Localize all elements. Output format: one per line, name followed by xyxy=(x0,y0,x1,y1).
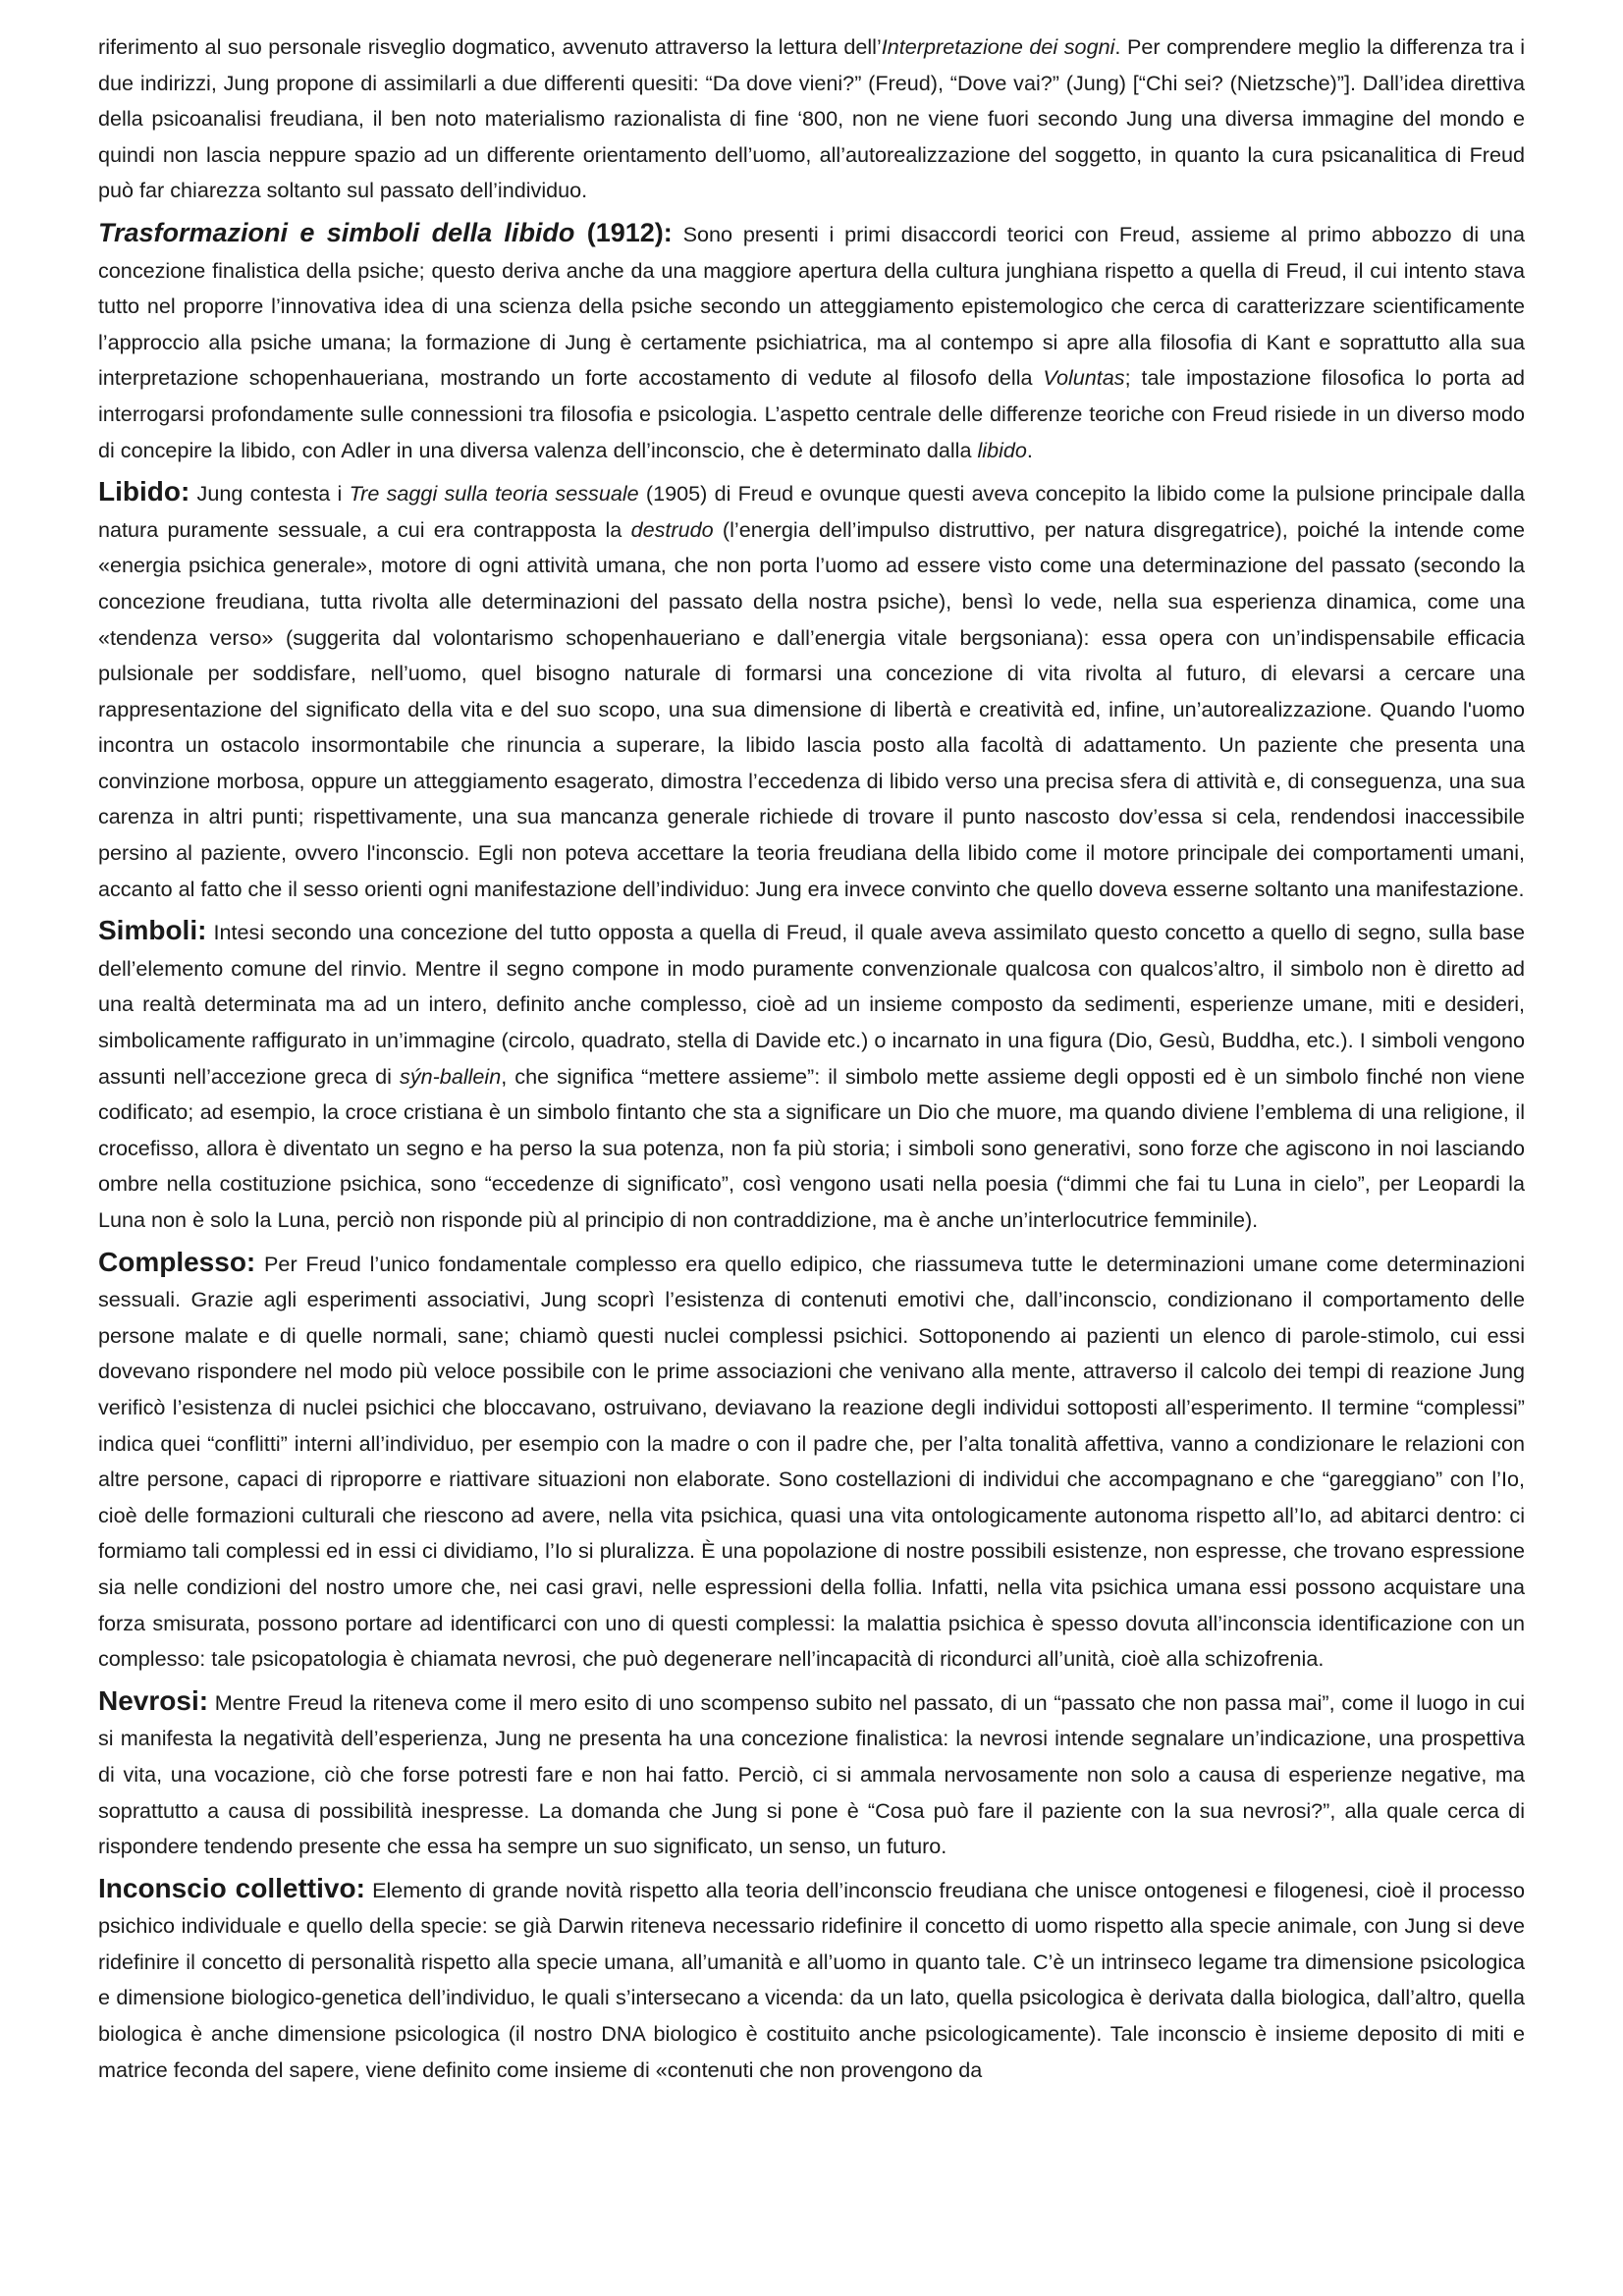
text-run: Intesi secondo una concezione del tutto opposta a quella di Freud, il quale aveva assimilato questo concetto a quello di segno, sulla base dell’elemento comune del rinvio. Mentre il segno compone in modo puramente convenzionale qualcosa con qualcos’altro, il simbolo non è diretto ad una realtà determinata ma ad un intero, definito anche complesso, cioè ad un insieme composto da sedimenti, esperienze umane, miti e desideri, simbolicamente raffigurato in un’immagine (circolo, quadrato, stella di Davide etc.) o incarnato in una figura (Dio, Gesù, Buddha, etc.). I simboli vengono assunti nell’accezione greca di xyxy=(98,920,1525,1089)
paragraph-simboli xyxy=(98,913,1525,1238)
section-heading: Trasformazioni e simboli della libido xyxy=(98,217,575,247)
italic-title: Tre saggi sulla teoria sessuale xyxy=(349,481,639,507)
text-run: (l’energia dell’impulso distruttivo, per natura disgregatrice), poiché la intende come «energia psichica generale», motore di ogni attività umana, che non porta l’uomo ad essere visto come una determinazione del passato (secondo la concezione freudiana, tutta rivolta alle determinazioni del passato della nostra psiche), bensì lo vede, nella sua esperienza dinamica, come una «tendenza verso» (suggerita dal volontarismo schopenhaueriano e dall’energia vitale bergsoniana): essa opera con un’indispensabile efficacia pulsionale per soddisfare, nell’uomo, quel bisogno naturale di formarsi una concezione di vita rivolta al futuro, di elevarsi a cercare una rappresentazione del significato della vita e del suo scopo, una sua dimensione di libertà e creatività ed, infine, un’autorealizzazione. Quando l'uomo incontra un ostacolo insormontabile che rinuncia a superare, la libido lascia posto alla facoltà di adattamento. Un paziente che presenta una convinzione morbosa, oppure un atteggiamento esagerato, dimostra l’eccedenza di libido verso una precisa sfera di attività e, di conseguenza, una sua carenza in altri punti; rispettivamente, una sua mancanza generale richiede di trovare il punto nascosto dov’essa si cela, rendendosi inaccessibile persino al paziente, ovvero l'inconscio. Egli non poteva accettare la teoria freudiana della libido come il motore principale dei comportamenti umani, accanto al fatto che il sesso orienti ogni manifestazione dell’individuo: Jung era invece convinto che quello doveva esserne soltanto una manifestazione. xyxy=(98,516,1525,901)
paragraph-libido xyxy=(98,474,1525,907)
section-heading: Nevrosi: xyxy=(98,1684,209,1716)
paragraph-complesso xyxy=(98,1245,1525,1678)
text-run: riferimento al suo personale risveglio dogmatico, avvenuto attraverso la lettura dell’ xyxy=(98,34,882,59)
text-run: (1905) di Freud e ovunque questi aveva concepito la libido come la pulsione principale dalla natura puramente sessuale, a cui era contrapposta la xyxy=(98,481,1526,542)
italic-term: Voluntas xyxy=(1043,365,1125,391)
text-run: Per Freud l’unico fondamentale complesso era quello edipico, che riassumeva tutte le determinazioni umane come determinazioni sessuali. Grazie agli esperimenti associativi, Jung scoprì l’esistenza di contenuti emotivi che, dall’inconscio, condizionano il comportamento delle persone malate e di quelle normali, sane; chiamò questi nuclei complessi psichici. Sottoponendo ai pazienti un elenco di parole-stimolo, cui essi dovevano rispondere nel modo più veloce possibile con le prime associazioni che venivano alla mente, attraverso il calcolo dei tempi di reazione Jung verificò l’esistenza di nuclei psichici che bloccavano, ostruivano, deviavano la reazione degli individui sottoposti all’esperimento. Il termine “complessi” indica quei “conflitti” interni all’individuo, per esempio con la madre o con il padre che, per l’alta tonalità affettiva, vanno a condizionare le relazioni con altre persone, capaci di riproporre e riattivare situazioni non elaborate. Sono costellazioni di individui che accompagnano e che “gareggiano” con l’Io, cioè delle formazioni culturali che riescono ad avere, nella vita psichica, quasi una vita ontologicamente autonoma rispetto all’Io, ad abitarci dentro: ci formiamo tali complessi ed in essi ci dividiamo, l’Io si pluralizza. È una popolazione di nostre possibili esistenze, non espresse, che trovano espressione sia nelle condizioni del nostro umore che, nei casi gravi, nelle espressioni della follia. Infatti, nella vita psichica umana essi possono acquistare una forza smisurata, possono portare ad identificarci con uno di questi complessi: la malattia psichica è spesso dovuta all’inconscia identificazione con un complesso: tale psicopatologia è chiamata nevrosi, che può degenerare nell’incapacità di ricondurci all’unità, cioè alla schizofrenia. xyxy=(98,1251,1525,1672)
text-run: . Per comprendere meglio la differenza tra i due indirizzi, Jung propone di assimilarli a due differenti quesiti: “Da dove vieni?” (Freud), “Dove vai?” (Jung) [“Chi sei? (Nietzsche)”]. Dall’idea direttiva della psicoanalisi freudiana, il ben noto materialismo razionalista di fine ‘800, non ne viene fuori secondo Jung una diversa immagine del mondo e quindi non lascia neppure spazio ad un differente orientamento dell’uomo, all’autorealizzazione del soggetto, in quanto la cura psicanalitica di Freud può far chiarezza soltanto sul passato dell’individuo. xyxy=(98,34,1525,203)
section-heading: Complesso: xyxy=(98,1246,256,1277)
paragraph-intro xyxy=(98,29,1525,209)
section-heading: Inconscio collettivo: xyxy=(98,1872,365,1903)
paragraph-inconscio-collettivo xyxy=(98,1871,1525,2089)
text-run: Jung contesta i xyxy=(189,481,350,507)
section-heading: Simboli: xyxy=(98,915,207,946)
section-heading-year: (1912): xyxy=(574,217,673,247)
italic-term: libido xyxy=(977,437,1027,462)
section-heading: Libido: xyxy=(98,476,190,507)
italic-term: destrudo xyxy=(630,516,714,542)
paragraph-nevrosi xyxy=(98,1683,1525,1865)
text-run: , che significa “mettere assieme”: il simbolo mette assieme degli opposti ed è un simbolo finché non viene codificato; ad esempio, la croce cristiana è un simbolo fintanto che sta a significare un Dio che muore, ma quando diviene l’emblema di una religione, il crocefisso, allora è diventato un segno e ha perso la sua potenza, non fa più storia; i simboli sono generativi, sono forze che agiscono in noi lasciando ombre nella costituzione psichica, sono “eccedenze di significato”, così vengono usati nella poesia (“dimmi che fai tu Luna in cielo”, per Leopardi la Luna non è solo la Luna, perciò non risponde più al principio di non contraddizione, ma è anche un’interlocutrice femminile). xyxy=(98,1063,1525,1232)
italic-title: Interpretazione dei sogni xyxy=(881,34,1115,59)
text-run: Mentre Freud la riteneva come il mero esito di uno scompenso subito nel passato, di un “passato che non passa mai”, come il luogo in cui si manifesta la negatività dell’esperienza, Jung ne presenta ha una concezione finalistica: la nevrosi intende segnalare un’indicazione, una prospettiva di vita, una vocazione, ciò che forse potresti fare e non hai fatto. Perciò, ci si ammala nervosamente non solo a causa di esperienze negative, ma soprattutto a causa di possibilità inespresse. La domanda che Jung si pone è “Cosa può fare il paziente con la sua nevrosi?”, alla quale cerca di rispondere tendendo presente che essa ha sempre un suo significato, un senso, un futuro. xyxy=(98,1689,1525,1859)
italic-term: sýn-ballein xyxy=(400,1063,502,1089)
text-run: Elemento di grande novità rispetto alla teoria dell’inconscio freudiana che unisce ontogenesi e filogenesi, cioè il processo psichico individuale e quello della specie: se già Darwin riteneva necessario ridefinire il concetto di uomo rispetto alla specie animale, con Jung si deve ridefinire il concetto di personalità rispetto alla specie umana, all’umanità e all’uomo in quanto tale. C’è un intrinseco legame tra dimensione psicologica e dimensione biologico-genetica dell’individuo, le quali s’intersecano a vicenda: da un lato, quella psicologica è derivata dalla biologica, dall’altro, quella biologica è anche dimensione psicologica (il nostro DNA biologico è costituito anche psicologicamente). Tale inconscio è insieme deposito di miti e matrice feconda del sapere, viene definito come insieme di «contenuti che non provengono da xyxy=(98,1877,1525,2082)
text-run: Sono presenti i primi disaccordi teorici con Freud, assieme al primo abbozzo di una concezione finalistica della psiche; questo deriva anche da una maggiore apertura della cultura junghiana rispetto a quella di Freud, il cui intento stava tutto nel proporre l’innovativa idea di una scienza della psiche secondo un atteggiamento epistemologico che cerca di caratterizzare scientificamente l’approccio alla psiche umana; la formazione di Jung è certamente psichiatrica, ma al contempo si apre alla filosofia di Kant e soprattutto alla sua interpretazione schopenhaueriana, mostrando un forte accostamento di vedute al filosofo della xyxy=(98,221,1525,391)
document-page xyxy=(98,29,1525,2094)
text-run: . xyxy=(1026,437,1033,462)
paragraph-trasformazioni xyxy=(98,215,1525,468)
text-run: ; tale impostazione filosofica lo porta ad interrogarsi profondamente sulle connessioni tra filosofia e psicologia. L’aspetto centrale delle differenze teoriche con Freud risiede in un diverso modo di concepire la libido, con Adler in una diversa valenza dell’inconscio, che è determinato dalla xyxy=(98,365,1525,462)
